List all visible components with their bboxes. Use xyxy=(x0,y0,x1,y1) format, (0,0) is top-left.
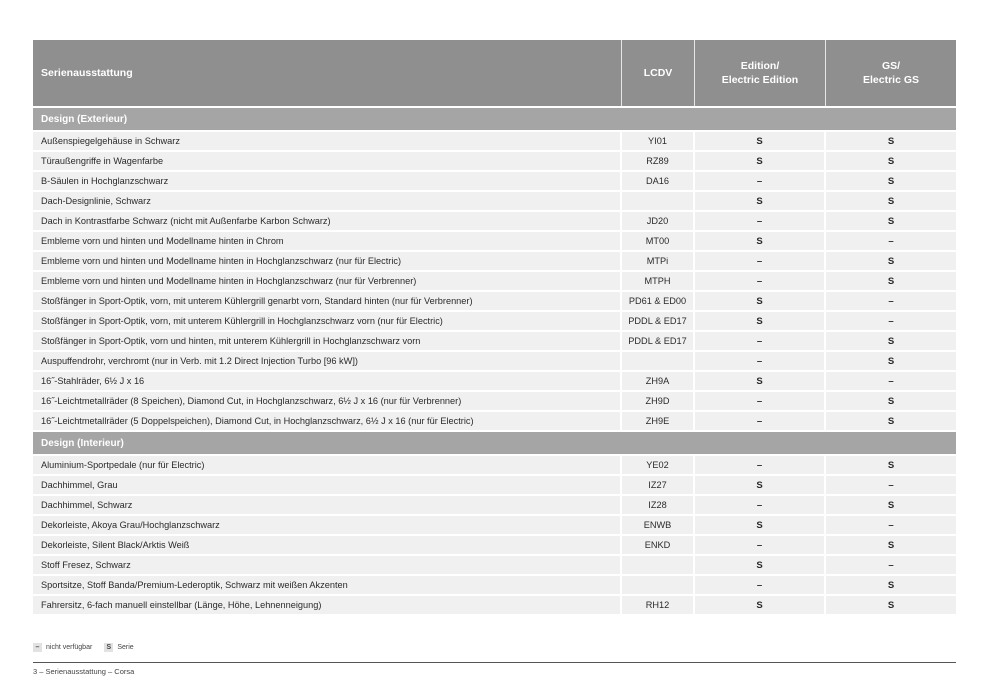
cell-gs: S xyxy=(887,499,895,511)
cell-gs: S xyxy=(887,135,895,147)
cell-feature: Außenspiegelgehäuse in Schwarz xyxy=(33,132,622,150)
cell-feature: Dekorleiste, Silent Black/Arktis Weiß xyxy=(33,536,622,554)
cell-gs: – xyxy=(888,235,894,247)
cell-gs: S xyxy=(887,539,895,551)
cell-edition: – xyxy=(695,212,826,230)
table-row xyxy=(33,496,956,514)
cell-edition: – xyxy=(695,352,826,370)
cell-feature: Stoff Fresez, Schwarz xyxy=(33,556,622,574)
cell-gs: – xyxy=(888,375,894,387)
cell-lcdv: IZ27 xyxy=(622,476,695,494)
legend-dash-label: nicht verfügbar xyxy=(46,644,93,651)
cell-edition: – xyxy=(695,412,826,430)
cell-edition: – xyxy=(695,252,826,270)
cell-edition: – xyxy=(695,536,826,554)
cell-gs: – xyxy=(888,559,894,571)
table-row xyxy=(33,352,956,370)
cell-edition: S xyxy=(695,476,826,494)
header-edition-line2: Electric Edition xyxy=(721,74,799,86)
cell-lcdv: PDDL & ED17 xyxy=(622,312,695,330)
cell-feature: Stoßfänger in Sport-Optik, vorn, mit unterem Kühlergrill genarbt vorn, Standard hinten (nur für Verbrenner) xyxy=(33,292,622,310)
cell-edition: S xyxy=(695,372,826,390)
cell-edition: S xyxy=(695,596,826,614)
header-feature: Serienausstattung xyxy=(33,40,622,106)
cell-edition: S xyxy=(695,312,826,330)
cell-lcdv: JD20 xyxy=(622,212,695,230)
cell-lcdv: ZH9E xyxy=(622,412,695,430)
cell-edition: S xyxy=(695,556,826,574)
cell-feature: Embleme vorn und hinten und Modellname hinten in Hochglanzschwarz (nur für Verbrenner) xyxy=(33,272,622,290)
legend-s-label: Serie xyxy=(117,644,134,651)
cell-lcdv: YE02 xyxy=(622,456,695,474)
table-header xyxy=(33,40,956,106)
cell-lcdv: RH12 xyxy=(622,596,695,614)
cell-feature: Sportsitze, Stoff Banda/Premium-Lederoptik, Schwarz mit weißen Akzenten xyxy=(33,576,622,594)
cell-feature: 16˝-Leichtmetallräder (5 Doppelspeichen), Diamond Cut, in Hochglanzschwarz, 6½ J x 16 (nur für Electric) xyxy=(33,412,622,430)
cell-lcdv: PD61 & ED00 xyxy=(622,292,695,310)
header-gs-line1: GS/ xyxy=(881,60,901,72)
cell-feature: 16˝-Leichtmetallräder (8 Speichen), Diamond Cut, in Hochglanzschwarz, 6½ J x 16 (nur für Verbrenner) xyxy=(33,392,622,410)
table-row xyxy=(33,272,956,290)
cell-lcdv: ZH9D xyxy=(622,392,695,410)
cell-feature: Auspuffendrohr, verchromt (nur in Verb. mit 1.2 Direct Injection Turbo [96 kW]) xyxy=(33,352,622,370)
cell-lcdv: ENWB xyxy=(622,516,695,534)
header-edition-line1: Edition/ xyxy=(740,60,780,72)
cell-feature: Dachhimmel, Schwarz xyxy=(33,496,622,514)
table-row xyxy=(33,152,956,170)
cell-lcdv: MT00 xyxy=(622,232,695,250)
cell-lcdv: DA16 xyxy=(622,172,695,190)
cell-gs: S xyxy=(887,335,895,347)
footer-divider xyxy=(33,662,956,663)
cell-feature: Stoßfänger in Sport-Optik, vorn und hinten, mit unterem Kühlergrill in Hochglanzschwarz vorn xyxy=(33,332,622,350)
cell-lcdv: RZ89 xyxy=(622,152,695,170)
cell-edition: – xyxy=(695,456,826,474)
cell-gs: S xyxy=(887,395,895,407)
legend xyxy=(33,643,146,652)
header-gs-line2: Electric GS xyxy=(862,74,920,86)
cell-edition: S xyxy=(695,152,826,170)
table-row xyxy=(33,476,956,494)
table-row xyxy=(33,312,956,330)
cell-feature: 16˝-Stahlräder, 6½ J x 16 xyxy=(33,372,622,390)
cell-gs: S xyxy=(887,579,895,591)
cell-feature: Dachhimmel, Grau xyxy=(33,476,622,494)
cell-edition: – xyxy=(695,332,826,350)
table-row xyxy=(33,172,956,190)
cell-gs: S xyxy=(887,175,895,187)
legend-dash-symbol: – xyxy=(33,643,42,652)
cell-feature: Embleme vorn und hinten und Modellname hinten in Chrom xyxy=(33,232,622,250)
table-row xyxy=(33,232,956,250)
cell-feature: Stoßfänger in Sport-Optik, vorn, mit unterem Kühlergrill in Hochglanzschwarz vorn (nur für Electric) xyxy=(33,312,622,330)
section-header: Design (Exterieur) xyxy=(33,108,956,130)
table-row xyxy=(33,332,956,350)
cell-gs: – xyxy=(888,479,894,491)
cell-edition: – xyxy=(695,172,826,190)
cell-lcdv: PDDL & ED17 xyxy=(622,332,695,350)
cell-gs: S xyxy=(887,355,895,367)
cell-gs: S xyxy=(887,275,895,287)
table-row xyxy=(33,412,956,430)
equipment-table xyxy=(33,40,956,614)
cell-lcdv: IZ28 xyxy=(622,496,695,514)
cell-gs: S xyxy=(887,255,895,267)
table-row xyxy=(33,556,956,574)
cell-lcdv: YI01 xyxy=(622,132,695,150)
cell-edition: – xyxy=(695,272,826,290)
table-row xyxy=(33,392,956,410)
cell-lcdv xyxy=(622,192,695,210)
table-row xyxy=(33,372,956,390)
cell-gs: S xyxy=(887,195,895,207)
cell-gs: S xyxy=(887,459,895,471)
cell-gs: S xyxy=(887,599,895,611)
cell-feature: Dach-Designlinie, Schwarz xyxy=(33,192,622,210)
header-gs xyxy=(826,40,956,106)
header-lcdv: LCDV xyxy=(622,40,695,106)
cell-edition: S xyxy=(695,232,826,250)
cell-feature: Dekorleiste, Akoya Grau/Hochglanzschwarz xyxy=(33,516,622,534)
cell-gs: – xyxy=(888,315,894,327)
cell-gs: – xyxy=(888,519,894,531)
table-row xyxy=(33,536,956,554)
table-row xyxy=(33,252,956,270)
table-row xyxy=(33,192,956,210)
legend-s-symbol: S xyxy=(104,643,113,652)
cell-edition: S xyxy=(695,516,826,534)
cell-lcdv xyxy=(622,556,695,574)
cell-feature: Dach in Kontrastfarbe Schwarz (nicht mit Außenfarbe Karbon Schwarz) xyxy=(33,212,622,230)
table-row xyxy=(33,212,956,230)
cell-edition: – xyxy=(695,392,826,410)
cell-edition: S xyxy=(695,292,826,310)
cell-lcdv: MTPH xyxy=(622,272,695,290)
cell-gs: – xyxy=(888,295,894,307)
cell-lcdv: MTPi xyxy=(622,252,695,270)
cell-gs: S xyxy=(887,215,895,227)
cell-edition: S xyxy=(695,192,826,210)
table-row xyxy=(33,596,956,614)
cell-feature: Embleme vorn und hinten und Modellname hinten in Hochglanzschwarz (nur für Electric) xyxy=(33,252,622,270)
cell-feature: Türaußengriffe in Wagenfarbe xyxy=(33,152,622,170)
cell-lcdv xyxy=(622,352,695,370)
table-body xyxy=(33,108,956,614)
table-row xyxy=(33,516,956,534)
cell-gs: S xyxy=(887,415,895,427)
section-header: Design (Interieur) xyxy=(33,432,956,454)
table-row xyxy=(33,292,956,310)
cell-lcdv: ENKD xyxy=(622,536,695,554)
cell-edition: – xyxy=(695,496,826,514)
cell-feature: Aluminium-Sportpedale (nur für Electric) xyxy=(33,456,622,474)
cell-gs: S xyxy=(887,155,895,167)
cell-lcdv: ZH9A xyxy=(622,372,695,390)
cell-lcdv xyxy=(622,576,695,594)
cell-feature: B-Säulen in Hochglanzschwarz xyxy=(33,172,622,190)
cell-feature: Fahrersitz, 6-fach manuell einstellbar (Länge, Höhe, Lehnenneigung) xyxy=(33,596,622,614)
header-edition xyxy=(695,40,826,106)
table-row xyxy=(33,576,956,594)
table-row xyxy=(33,456,956,474)
cell-edition: – xyxy=(695,576,826,594)
cell-edition: S xyxy=(695,132,826,150)
table-row xyxy=(33,132,956,150)
page-footer: 3 – Serienausstattung – Corsa xyxy=(33,667,135,676)
